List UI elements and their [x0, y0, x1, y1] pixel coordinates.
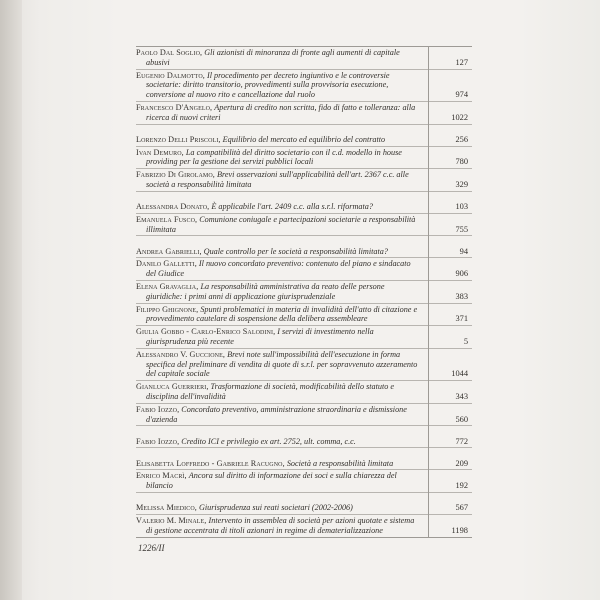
book-gutter [0, 0, 22, 600]
entry-title: Gli azionisti di minoranza di fronte agli aumenti di capitale abusivi [146, 48, 400, 67]
entry-text [136, 516, 418, 536]
entry-author: Alessandro V. Guccione, [136, 349, 226, 359]
entry-page-number: 1198 [451, 525, 468, 535]
entry-author: Giulia Gobbo - Carlo-Enrico Salodini, [136, 327, 276, 337]
index-entry [136, 381, 472, 404]
page-column-rule [428, 47, 429, 537]
entry-page-number: 103 [455, 201, 468, 211]
entry-title: Il nuovo concordato preventivo: contenuto del piano e sindacato del Giudice [146, 259, 411, 279]
entry-author: Alessandra Donato, [136, 201, 210, 211]
index-entry [136, 281, 472, 304]
entry-text [136, 259, 418, 279]
entry-title: Comunione coniugale e partecipazioni societarie a responsabilità illimitata [146, 214, 416, 234]
index-entry [136, 404, 472, 427]
index-entry [136, 147, 472, 170]
entry-page-number: 343 [455, 391, 468, 401]
entry-author: Fabio Iozzo, [136, 404, 180, 414]
entry-text [136, 247, 418, 257]
entry-text [136, 327, 418, 347]
entry-author: Filippo Ghignone, [136, 304, 199, 314]
entry-page-number: 192 [455, 481, 468, 491]
index-entry [136, 47, 472, 70]
entry-title: I servizi di investimento nella giurisprudenza più recente [146, 327, 374, 346]
index-entry [136, 470, 472, 493]
index-entry [136, 258, 472, 281]
entry-author: Gianluca Guerrieri, [136, 382, 209, 392]
entry-text [136, 471, 418, 491]
entry-title: Quale controllo per le società a responsabilità limitata? [203, 246, 388, 256]
entry-author: Eugenio Dalmotto, [136, 70, 205, 80]
entry-title: La responsabilità amministrativa da reato delle persone giuridiche: i primi anni di applicazione giurisprudenziale [146, 281, 385, 301]
entry-title: Intervento in assemblea di società per azioni quotate e sistema di gestione accentrata di titoli azionari in regime di dematerializzazione [146, 515, 415, 535]
entry-title: È applicabile l'art. 2409 c.c. alla s.r.l. riformata? [211, 201, 373, 211]
entry-page-number: 127 [455, 57, 468, 67]
index-entry [136, 448, 472, 470]
entry-text [136, 459, 418, 469]
entry-title: Società a responsabilità limitata [286, 458, 394, 468]
entry-text [136, 382, 418, 402]
entry-title: Apertura di credito non scritta, fido di fatto e tolleranza: alla ricerca di nuovi criteri [146, 102, 416, 122]
entry-text [136, 405, 418, 425]
entry-text [136, 215, 418, 235]
entry-author: Danilo Galletti, [136, 259, 197, 269]
entry-page-number: 1044 [451, 369, 468, 379]
page-number-label: 1226/II [138, 543, 165, 553]
index-entry [136, 236, 472, 258]
entry-author: Andrea Gabrielli, [136, 246, 202, 256]
entry-title: Il procedimento per decreto ingiuntivo e le controversie societarie: diritto transitorio, provvedimenti sulla provvisoria esecuzione, conversione al nuovo rito e cancellazione dal ruolo [146, 70, 390, 100]
entry-title: Brevi note sull'impossibilità dell'esecuzione in forma specifica del preliminare di vendita di quote di s.r.l. per sopravvenuto azzeramento del capitale sociale [146, 349, 418, 379]
entry-author: Fabrizio Di Girolamo, [136, 170, 215, 180]
entry-text [136, 148, 418, 168]
index-entry [136, 125, 472, 147]
entry-title: Trasformazione di società, modificabilità dello statuto e disciplina dell'invalidità [146, 382, 395, 401]
entry-author: Francesco D'Angelo, [136, 102, 213, 112]
entry-page-number: 906 [455, 269, 468, 279]
entry-page-number: 567 [455, 503, 468, 513]
entry-title: Ancora sul diritto di informazione dei soci e sulla chiarezza del bilancio [146, 471, 397, 491]
entry-page-number: 329 [455, 179, 468, 189]
entry-page-number: 371 [455, 314, 468, 324]
entry-author: Melissa Miedico, [136, 503, 197, 513]
entry-author: Paolo Dal Soglio, [136, 48, 203, 57]
entry-title: Concordato preventivo, amministrazione straordinaria e dismissione d'azienda [146, 404, 407, 424]
entry-page-number: 560 [455, 414, 468, 424]
entry-title: Credito ICI e privilegio ex art. 2752, ult. comma, c.c. [181, 436, 356, 446]
index-entry [136, 192, 472, 214]
entry-author: Valerio M. Minale, [136, 515, 207, 525]
entry-author: Fabio Iozzo, [136, 436, 180, 446]
entry-title: Equilibrio del mercato ed equilibrio del contratto [222, 134, 386, 144]
entry-page-number: 383 [455, 291, 468, 301]
entry-page-number: 256 [455, 134, 468, 144]
index-entry [136, 102, 472, 125]
entry-page-number: 5 [463, 336, 468, 346]
entry-page-number: 94 [459, 246, 468, 256]
entry-title: Spunti problematici in materia di invalidità dell'atto di citazione e provvedimento cautelare di sospensione della delibera assembleare [146, 304, 418, 324]
entry-text [136, 305, 418, 325]
index-entries [136, 47, 472, 537]
entry-page-number: 1022 [451, 112, 468, 122]
index-entry [136, 70, 472, 102]
index-entry [136, 426, 472, 448]
index-entry [136, 493, 472, 515]
entry-page-number: 974 [455, 90, 468, 100]
entry-author: Ivan Demuro, [136, 147, 184, 157]
entry-page-number: 772 [455, 436, 468, 446]
entry-page-number: 755 [455, 224, 468, 234]
index-entry [136, 169, 472, 192]
entry-text [136, 503, 418, 513]
index-entry [136, 304, 472, 327]
entry-text [136, 135, 418, 145]
entry-text [136, 170, 418, 190]
entry-author: Enrico Macrì, [136, 471, 187, 481]
entry-text [136, 350, 418, 379]
entry-author: Elisabetta Loffredo - Gabriele Racugno, [136, 458, 285, 468]
index-entry [136, 214, 472, 237]
index-entry [136, 326, 472, 349]
index-list [136, 46, 472, 538]
entry-title: Brevi osservazioni sull'applicabilità dell'art. 2367 c.c. alle società a responsabilità limitata [146, 170, 409, 189]
entry-title: Giurisprudenza sui reati societari (2002-2006) [198, 503, 353, 513]
entry-text [136, 282, 418, 302]
entry-text [136, 48, 418, 68]
index-entry [136, 349, 472, 381]
entry-page-number: 780 [455, 157, 468, 167]
entry-author: Lorenzo Delli Priscoli, [136, 134, 221, 144]
entry-author: Elena Gravaglia, [136, 281, 199, 291]
entry-title: La compatibilità del diritto societario con il c.d. modello in house providing per la gestione dei servizi pubblici locali [146, 147, 402, 167]
entry-text [136, 103, 418, 123]
entry-page-number: 209 [455, 458, 468, 468]
entry-author: Emanuela Fusco, [136, 214, 198, 224]
entry-text [136, 71, 418, 100]
entry-text [136, 437, 418, 447]
index-entry [136, 515, 472, 537]
entry-text [136, 202, 418, 212]
